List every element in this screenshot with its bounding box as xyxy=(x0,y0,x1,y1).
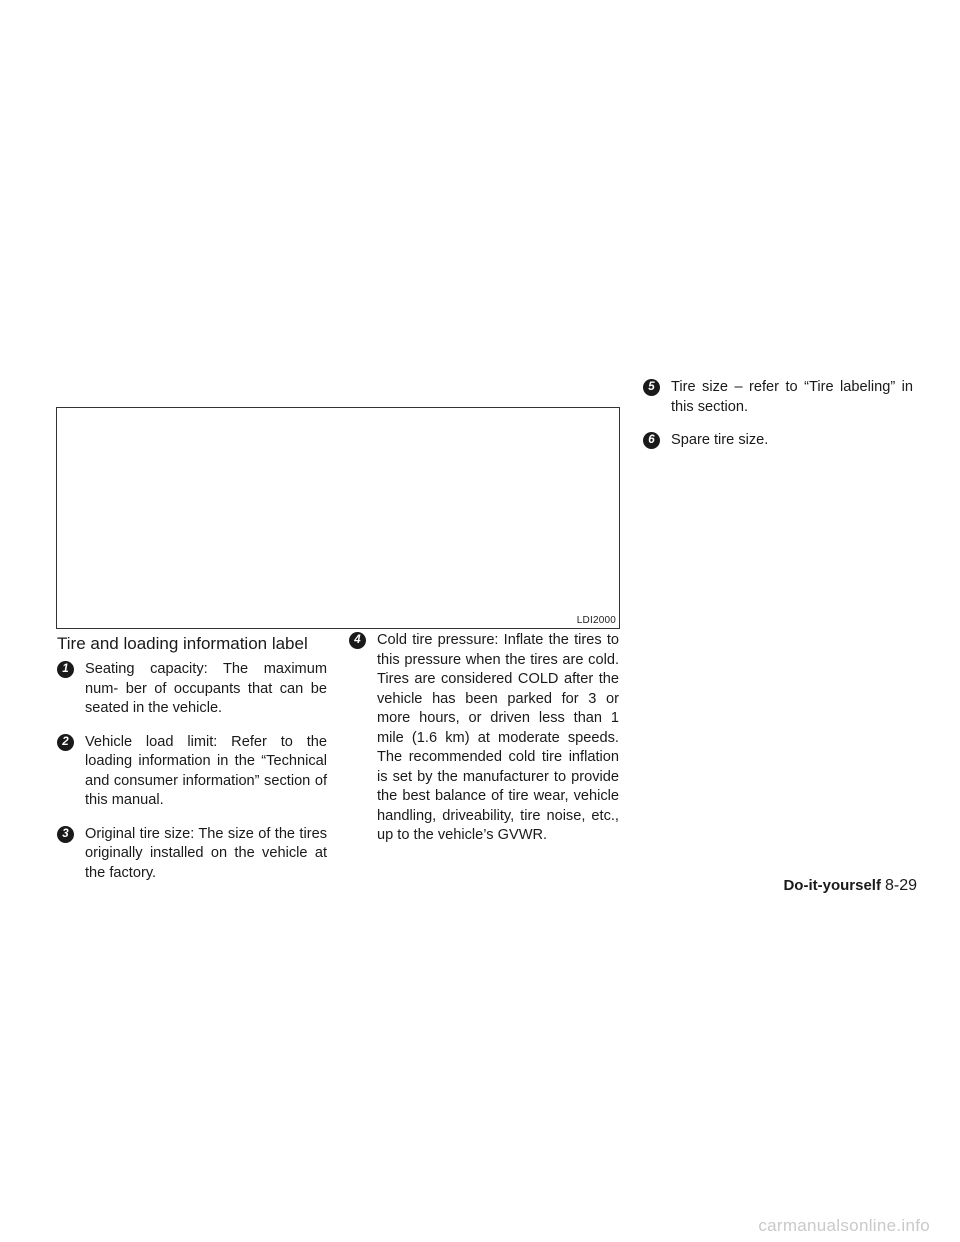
column-middle xyxy=(349,631,619,860)
list-item-3 xyxy=(57,825,327,884)
watermark: carmanualsonline.info xyxy=(758,1216,930,1235)
list-item-text: Cold tire pressure: Inflate the tires to this pressure when the tires are cold. Tires are considered COLD after the vehicle has been parked for 3 or more hours, or driven less than 1 mile (1.6 km) at moderate speeds. The recommended cold tire inflation is set by the manufacturer to provide the best balance of tire wear, vehicle handling, driveability, tire noise, etc., up to the vehicle’s GVWR. xyxy=(377,632,619,843)
figure-code: LDI2000 xyxy=(576,615,616,626)
list-item-6 xyxy=(643,431,913,451)
section-title: Tire and loading information label xyxy=(57,634,308,653)
callout-number-4: 4 xyxy=(349,632,366,649)
callout-number-5: 5 xyxy=(643,379,660,396)
page-footer xyxy=(783,877,917,895)
tire-label-figure xyxy=(56,407,620,629)
list-item-text: Tire size – refer to “Tire labeling” in this section. xyxy=(671,379,913,415)
list-item-5 xyxy=(643,378,913,417)
list-item-text: Seating capacity: The maximum num- ber of occupants that can be seated in the vehicle. xyxy=(85,661,327,716)
page-number: 8-29 xyxy=(884,877,917,894)
footer-section-name: Do-it-yourself xyxy=(783,877,881,894)
list-item-2 xyxy=(57,733,327,811)
list-item-text: Original tire size: The size of the tires originally installed on the vehicle at the factory. xyxy=(85,825,327,881)
list-item-text: Spare tire size. xyxy=(671,432,769,448)
callout-number-1: 1 xyxy=(57,661,74,678)
column-left xyxy=(57,660,327,897)
callout-number-2: 2 xyxy=(57,734,74,751)
list-item-1 xyxy=(57,660,327,719)
callout-number-6: 6 xyxy=(643,432,660,449)
list-item-text: Vehicle load limit: Refer to the loading information in the “Technical and consumer information” section of this manual. xyxy=(85,733,327,808)
callout-number-3: 3 xyxy=(57,826,74,843)
list-item-4 xyxy=(349,631,619,846)
column-right xyxy=(643,378,913,465)
